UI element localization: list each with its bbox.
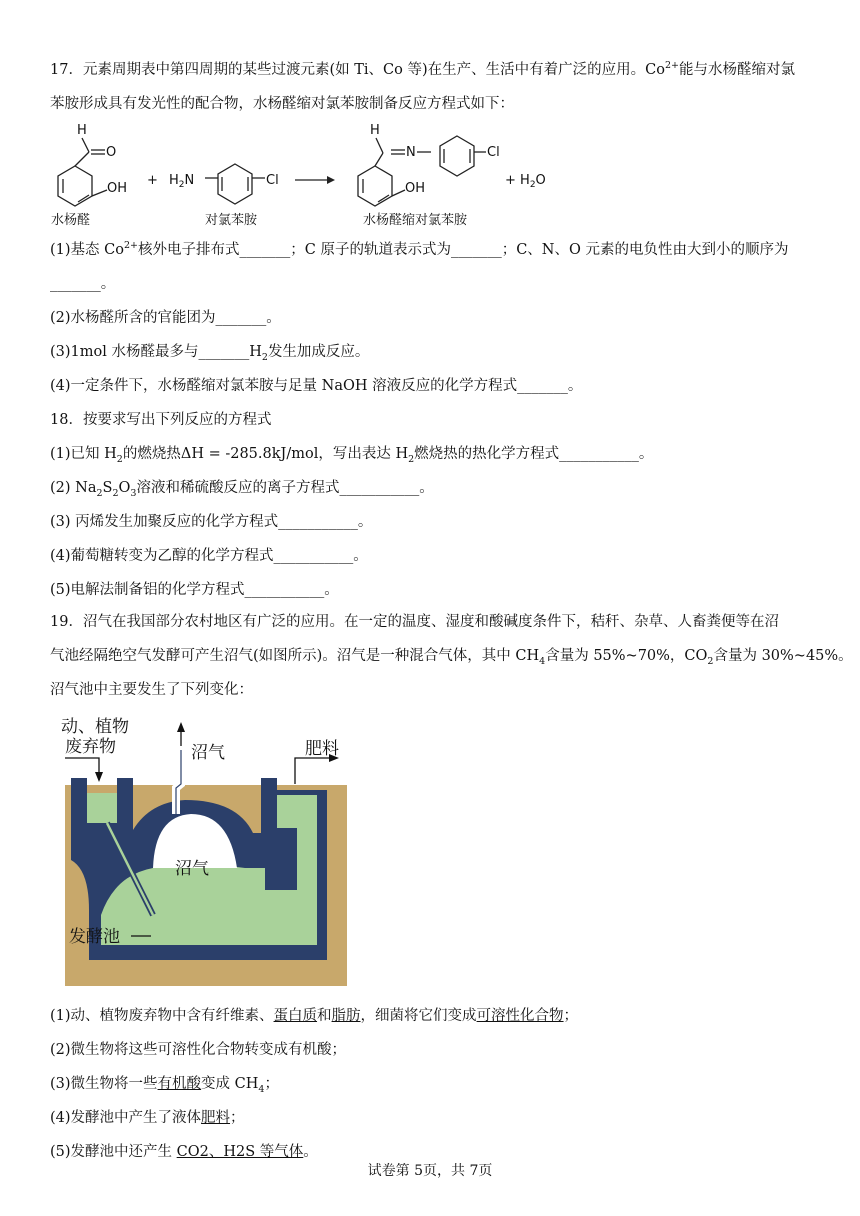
q18-part1: (1)已知 $H_2$的燃烧热ΔH = -285.8kJ/mol，写出表达 $H_2$燃烧热的热化学方程式___________。 (50, 446, 654, 465)
q18-title: 18．按要求写出下列反应的方程式 (50, 412, 272, 428)
product-ring-2 (440, 136, 474, 176)
svg-text:+: + (147, 173, 158, 188)
q18-part5: (5)电解法制备铝的化学方程式___________。 (50, 582, 339, 598)
svg-text:发酵池: 发酵池 (69, 927, 120, 947)
svg-text:废弃物: 废弃物 (65, 737, 116, 757)
svg-text:水杨醛: 水杨醛 (51, 213, 91, 228)
svg-text:沼气: 沼气 (175, 859, 209, 879)
svg-text:H: H (77, 123, 87, 138)
q19-line3: 沼气池中主要发生了下列变化： (50, 682, 253, 698)
q18-part2: (2) $Na_2S_2O_3$溶液和稀硫酸反应的离子方程式___________。 (50, 480, 434, 499)
q19-step4: (4)发酵池中产生了液体肥料； (50, 1110, 245, 1126)
waste-arrow-head (95, 772, 103, 782)
reaction-scheme (45, 118, 565, 230)
svg-text:OH: OH (405, 181, 426, 196)
biogas-arrow-head (177, 722, 185, 732)
svg-text:H: H (370, 123, 380, 138)
q19-step3: (3)微生物将一些有机酸变成 $CH_4$； (50, 1076, 279, 1095)
q17-part2: (2)水杨醛所含的官能团为_______。 (50, 310, 281, 326)
svg-text:Cl: Cl (266, 173, 279, 188)
q19-step5: (5)发酵池中还产生 CO2、H2S 等气体。 (50, 1144, 318, 1160)
q18-part3: (3) 丙烯发生加聚反应的化学方程式___________。 (50, 514, 373, 530)
svg-text:沼气: 沼气 (191, 743, 225, 763)
svg-text:动、植物: 动、植物 (61, 717, 129, 737)
svg-text:N: N (406, 145, 416, 160)
q17-line2: 苯胺形成具有发光性的配合物，水杨醛缩对氯苯胺制备反应方程式如下： (50, 96, 514, 112)
svg-text:H2N: $H_2N$ (169, 173, 195, 190)
q17-part3: (3)1mol 水杨醛最多与$\_\_\_\_\_\_\_H_2$发生加成反应。 (50, 344, 370, 363)
svg-text:OH: OH (107, 181, 128, 196)
svg-text:Cl: Cl (487, 145, 500, 160)
q19-step1: (1)动、植物废弃物中含有纤维素、蛋白质和脂肪，细菌将它们变成可溶性化合物； (50, 1008, 579, 1024)
q17-part1: (1)基态 $Co^{2+}$核外电子排布式_______；C 原子的轨道表示式为_______；C、N、O 元素的电负性由大到小的顺序为 (50, 240, 789, 258)
page-footer: 试卷第 5页，共 7页 (367, 1163, 493, 1179)
biogas-digester-figure (55, 710, 355, 990)
q17-part1-cont: _______。 (50, 276, 116, 292)
q17-line1: 17．元素周期表中第四周期的某些过渡元素(如 Ti、Co 等)在生产、生活中有着广泛的应用。$Co^{2+}$能与水杨醛缩对氯 (50, 60, 795, 78)
q17-part4: (4)一定条件下，水杨醛缩对氯苯胺与足量 NaOH 溶液反应的化学方程式_______。 (50, 378, 583, 394)
svg-text:对氯苯胺: 对氯苯胺 (205, 213, 258, 228)
svg-text:O: O (106, 145, 117, 160)
q19-step2: (2)微生物将这些可溶性化合物转变成有机酸； (50, 1042, 347, 1058)
inlet-slurry (87, 793, 117, 823)
q19-line2: 气池经隔绝空气发酵可产生沼气(如图所示)。沼气是一种混合气体，其中 $CH_4$含量为 55%~70%，$CO_2$含量为 30%~45%。 (50, 648, 853, 667)
q18-part4: (4)葡萄糖转变为乙醇的化学方程式___________。 (50, 548, 368, 564)
chloroaniline-ring (218, 164, 252, 204)
svg-text:水杨醛缩对氯苯胺: 水杨醛缩对氯苯胺 (363, 213, 468, 228)
q19-line1: 19．沼气在我国部分农村地区有广泛的应用。在一定的温度、湿度和酸碱度条件下，秸秆、杂草、人畜粪便等在沼 (50, 614, 779, 630)
svg-text:肥料: 肥料 (305, 739, 339, 759)
svg-text:+ H2O: + $H_2O$ (505, 173, 546, 190)
